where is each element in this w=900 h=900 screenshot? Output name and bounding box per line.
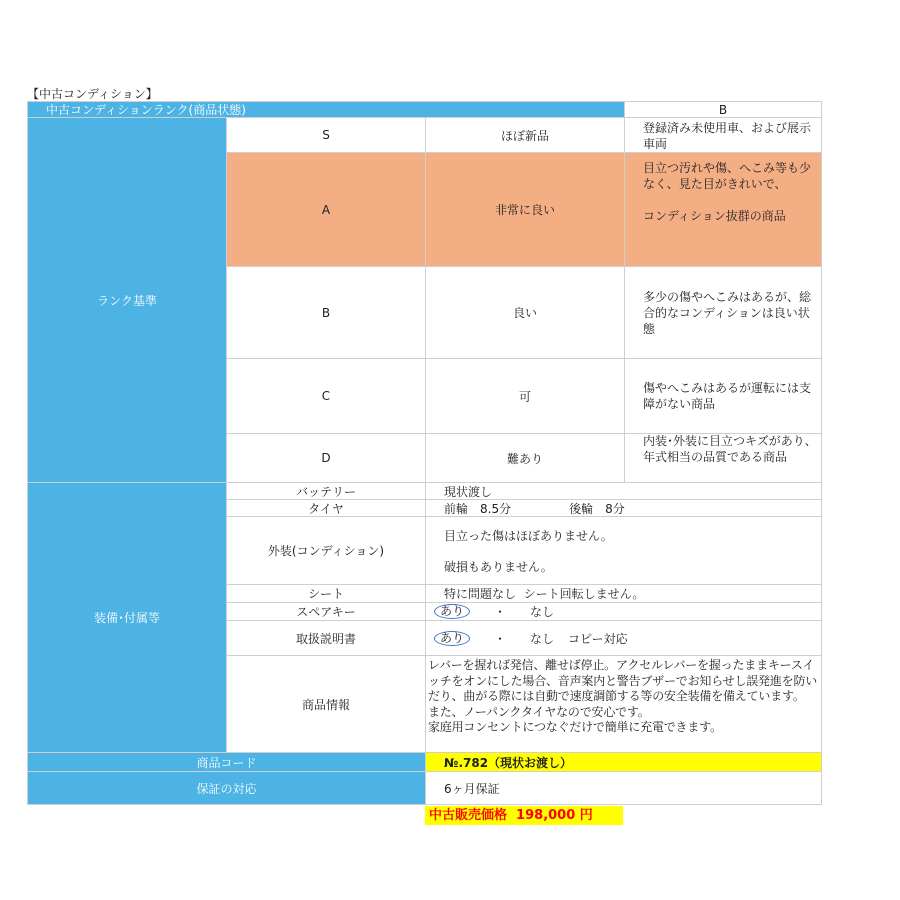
product-code-label: 商品コード	[27, 752, 426, 772]
manual-note: コピー対応	[568, 631, 628, 646]
tire-rear: 後輪 8分	[569, 501, 625, 516]
battery-value: 現状渡し	[425, 482, 822, 500]
rank-header-value: B	[624, 101, 822, 118]
product-info-text: レバーを握れば発信、離せば停止。アクセルレバーを握ったままキースイッチをオンにした場合、音声案内と警告ブザーでお知らせし誤発進を防いだり、曲がる際には自動で速度調節する等の安全装備を備えています。 また、ノーパンクタイヤなので安心です。 家庭用コンセントにつなぐだけで簡単に充電できます。	[425, 655, 822, 753]
rank-c-label: 可	[425, 358, 625, 434]
exterior-value	[425, 516, 822, 585]
rank-s-label: ほぼ新品	[425, 117, 625, 153]
exterior-line-2: 破損もありません。	[444, 559, 553, 574]
spare-key-other-option: なし	[530, 605, 555, 619]
tire-front: 前輪 8.5分	[444, 501, 512, 516]
warranty-label: 保証の対応	[27, 771, 426, 805]
battery-label: バッテリー	[226, 482, 426, 500]
product-info-label: 商品情報	[226, 655, 426, 753]
rank-b-label: 良い	[425, 266, 625, 359]
rank-d-letter: D	[226, 433, 426, 483]
section-title: 【中古コンディション】	[27, 87, 158, 101]
equipment-label: 装備･付属等	[27, 482, 227, 753]
rank-s-desc: 登録済み未使用車、および展示車両	[624, 117, 822, 153]
rank-b-desc: 多少の傷やへこみはあるが、総合的なコンディションは良い状態	[624, 266, 822, 359]
sale-price: 中古販売価格 198,000 円	[425, 806, 623, 825]
rank-d-label: 難あり	[425, 433, 625, 483]
rank-a-label: 非常に良い	[425, 152, 625, 267]
manual-label: 取扱説明書	[226, 620, 426, 656]
rank-c-desc: 傷やへこみはあるが運転には支障がない商品	[624, 358, 822, 434]
seat-label: シート	[226, 584, 426, 603]
rank-a-desc: 目立つ汚れや傷、へこみ等も少なく、見た目がきれいで、 コンディション抜群の商品	[624, 152, 822, 267]
spare-key-selected-option: あり	[434, 604, 470, 619]
manual-other-option: なし	[530, 631, 555, 646]
rank-b-letter: B	[226, 266, 426, 359]
tire-value	[425, 499, 822, 517]
rank-d-desc: 内装･外装に目立つキズがあり、年式相当の品質である商品	[624, 433, 822, 483]
rank-a-letter: A	[226, 152, 426, 267]
product-code-value: №.782（現状お渡し）	[425, 752, 822, 772]
spare-key-separator: ・	[494, 605, 507, 619]
manual-selected-option: あり	[434, 631, 470, 646]
exterior-label: 外装(コンディション)	[226, 516, 426, 585]
manual-separator: ・	[494, 631, 507, 646]
seat-value: 特に問題なし シート回転しません。	[425, 584, 822, 603]
exterior-line-1: 目立った傷はほぼありません。	[444, 528, 613, 543]
rank-header-label: 中古コンディションランク(商品状態)	[27, 101, 625, 118]
rank-c-letter: C	[226, 358, 426, 434]
warranty-value: 6ヶ月保証	[425, 771, 822, 805]
spare-key-value	[425, 602, 822, 621]
tire-label: タイヤ	[226, 499, 426, 517]
manual-value	[425, 620, 822, 656]
spare-key-label: スペアキー	[226, 602, 426, 621]
rank-criteria-label: ランク基準	[27, 117, 227, 483]
rank-s-letter: S	[226, 117, 426, 153]
